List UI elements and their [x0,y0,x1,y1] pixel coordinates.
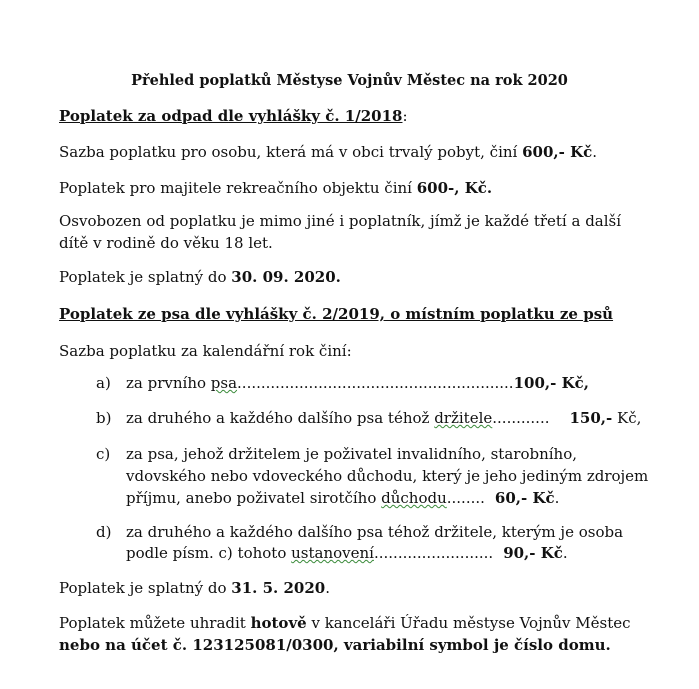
item-text: za prvního [126,374,211,392]
waste-rate-end: . [592,143,598,161]
waste-exempt-line2: dítě v rodině do věku 18 let. [59,234,273,252]
item-amount: 90,- Kč [503,544,563,562]
waste-heading-text: Poplatek za odpad dle vyhlášky č. 1/2018 [59,107,403,125]
waste-due-text: Poplatek je splatný do [59,268,232,286]
item-text: za druhého a každého dalšího psa téhož [126,409,435,427]
waste-rate-amount: 600,- Kč [522,143,593,161]
waste-rate-text: Sazba poplatku pro osobu, která má v obci trvalý pobyt, činí [59,143,523,161]
waste-due-date: 30. 09. 2020. [231,268,341,286]
list-item-line [126,488,559,508]
item-dots: ............ [492,409,550,427]
item-amount: 60,- Kč [494,489,555,507]
list-item-line: za druhého a každého dalšího psa téhož držitele, kterým je osoba [126,523,624,541]
item-text: podle písm. c) tohoto [126,544,292,562]
item-amount: 100,- Kč, [513,374,589,392]
list-item [126,373,589,393]
dog-due-end: . [325,579,331,597]
item-dots: ......................... [373,544,494,562]
payment-cash: hotově [250,614,307,632]
item-dots: .......................................................... [237,374,514,392]
item-text-marked: psa [210,374,238,392]
waste-rate [59,142,597,162]
waste-heading-colon: : [402,107,408,125]
dog-heading: Poplatek ze psa dle vyhlášky č. 2/2019, o místním poplatku ze psů [59,305,614,323]
payment-line2: nebo na účet č. 123125081/0300, variabilní symbol je číslo domu. [59,636,611,654]
list-item-line [126,543,568,563]
item-dots: ........ [446,489,485,507]
list-item-line: vdovského nebo vdoveckého důchodu, který je jeho jediným zdrojem [126,467,649,485]
payment-line1 [59,613,631,633]
page-title: Přehled poplatků Městyse Vojnův Městec na rok 2020 [131,72,568,89]
dog-rate-intro: Sazba poplatku za kalendářní rok činí: [59,342,352,360]
waste-heading [59,106,408,126]
dog-due [59,578,330,598]
item-text-marked: ustanovení [291,544,374,562]
item-text: příjmu, anebo poživatel sirotčího [126,489,382,507]
item-tail: Kč, [612,409,642,427]
waste-holiday-amount: 600-, Kč. [416,179,493,197]
waste-holiday-text: Poplatek pro majitele rekreačního objektu činí [59,179,417,197]
item-amount: 150,- [569,409,613,427]
item-text-marked: držitele [434,409,493,427]
list-item-letter: d) [96,523,112,541]
item-tail: . [562,544,568,562]
dog-due-date: 31. 5. 2020 [231,579,326,597]
list-item [126,408,641,428]
item-text-marked: důchodu [381,489,447,507]
waste-exempt-line1: Osvobozen od poplatku je mimo jiné i poplatník, jímž je každé třetí a další [59,212,622,230]
waste-due [59,267,341,287]
list-item-letter: a) [96,374,111,392]
list-item-letter: b) [96,409,112,427]
payment-text: Poplatek můžete uhradit [59,614,251,632]
payment-office: v kanceláři Úřadu městyse Vojnův Městec [306,614,631,632]
list-item-line: za psa, jehož držitelem je poživatel invalidního, starobního, [126,445,577,463]
list-item-letter: c) [96,445,111,463]
waste-holiday [59,178,492,198]
item-tail: . [554,489,560,507]
dog-due-text: Poplatek je splatný do [59,579,232,597]
